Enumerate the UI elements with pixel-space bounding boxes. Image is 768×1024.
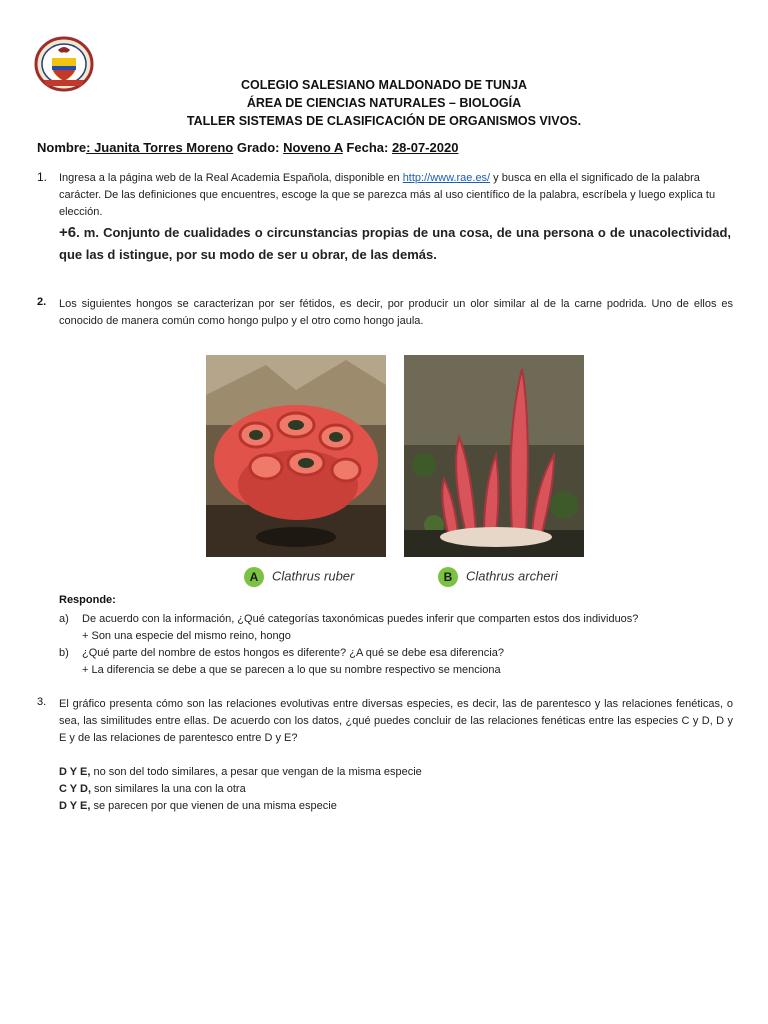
worksheet-date: 28-07-2020: [391, 140, 459, 155]
answer-1-prefix: +6: [59, 224, 77, 241]
photo-clathrus-archeri: [404, 355, 584, 557]
question-3-text: El gráfico presenta cómo son las relaciones evolutivas entre diversas especies, es decir, las de parentesco y las relaciones fenéticas, o sea, las similitudes entre ellas. De acuerdo con los datos, ¿qué puedes concluir de las relaciones fenéticas entre las especies C y D, D y E y de las relaciones de parentesco entre D y E?: [59, 698, 733, 744]
workshop-title: TALLER SISTEMAS DE CLASIFICACIÓN DE ORGANISMOS VIVOS.: [186, 114, 582, 128]
caption-b-label: Clathrus archeri: [466, 568, 558, 584]
answer-3-3-text: se parecen por que vienen de una misma especie: [90, 800, 337, 812]
document-header: [0, 76, 768, 130]
sub-question-b-letter: b): [59, 647, 69, 659]
question-1-intro: Ingresa a la página web de la Real Academia Española, disponible en: [59, 172, 403, 184]
student-grade: Noveno A: [283, 140, 343, 155]
caption-a-label: Clathrus ruber: [272, 568, 355, 584]
badge-a: A: [244, 567, 264, 587]
question-3-number: 3.: [37, 696, 47, 708]
answer-3-1-species: D Y E,: [59, 766, 91, 778]
question-1-number: 1.: [37, 170, 48, 184]
sub-question-b-text: ¿Qué parte del nombre de estos hongos es diferente? ¿A qué se debe esa diferencia?: [82, 647, 504, 659]
caption-b: [438, 567, 558, 587]
question-2-number: 2.: [37, 296, 47, 308]
name-label: Nombre: [37, 140, 87, 155]
department-name: ÁREA DE CIENCIAS NATURALES – BIOLOGÍA: [246, 96, 522, 110]
answer-3-3-species: D Y E,: [59, 800, 91, 812]
sub-question-a-text: De acuerdo con la información, ¿Qué categorías taxonómicas puedes inferir que comparten estos dos individuos?: [82, 613, 639, 625]
answer-3-2-text: son similares la una con la otra: [91, 783, 246, 795]
question-2-text: Los siguientes hongos se caracterizan por ser fétidos, es decir, por producir un olor similar al de la carne podrida. Uno de ellos es conocido de manera común como hongo pulpo y el otro como hongo jaula.: [59, 298, 733, 327]
answer-3-1-text: no son del todo similares, a pesar que vengan de la misma especie: [90, 766, 422, 778]
question-1-answer: [59, 222, 731, 266]
answer-3-line-2: [59, 781, 246, 797]
badge-b: B: [438, 567, 458, 587]
student-name: : Juanita Torres Moreno: [86, 140, 234, 155]
sub-question-a-letter: a): [59, 613, 69, 625]
sub-question-b-answer: + La diferencia se debe a que se parecen a lo que su nombre respectivo se menciona: [82, 664, 501, 676]
answer-3-line-1: [59, 764, 422, 780]
student-info-line: [37, 140, 458, 155]
answer-3-2-species: C Y D,: [59, 783, 91, 795]
rae-link[interactable]: http://www.rae.es/: [402, 172, 491, 184]
photo-clathrus-ruber: [206, 355, 386, 557]
respond-label: Responde:: [59, 594, 116, 606]
school-name: COLEGIO SALESIANO MALDONADO DE TUNJA: [240, 78, 528, 92]
answer-3-line-3: [59, 798, 337, 814]
grade-label: Grado:: [233, 140, 284, 155]
answer-1-text: . m. Conjunto de cualidades o circunstancias propias de una cosa, de una persona o de unacolectividad, que las d istingue, por su modo de ser u obrar, de las demás.: [59, 225, 731, 262]
question-1-rest: y busca en ella el significado de la palabra carácter. De las definiciones que encuentres, escoge la que se parezca más al uso científico de la palabra, escríbela y luego explica tu elección.: [59, 172, 716, 218]
date-label: Fecha:: [342, 140, 392, 155]
sub-question-a-answer: + Son una especie del mismo reino, hongo: [82, 630, 291, 642]
question-1-text: [59, 170, 733, 221]
caption-a: [244, 567, 354, 587]
